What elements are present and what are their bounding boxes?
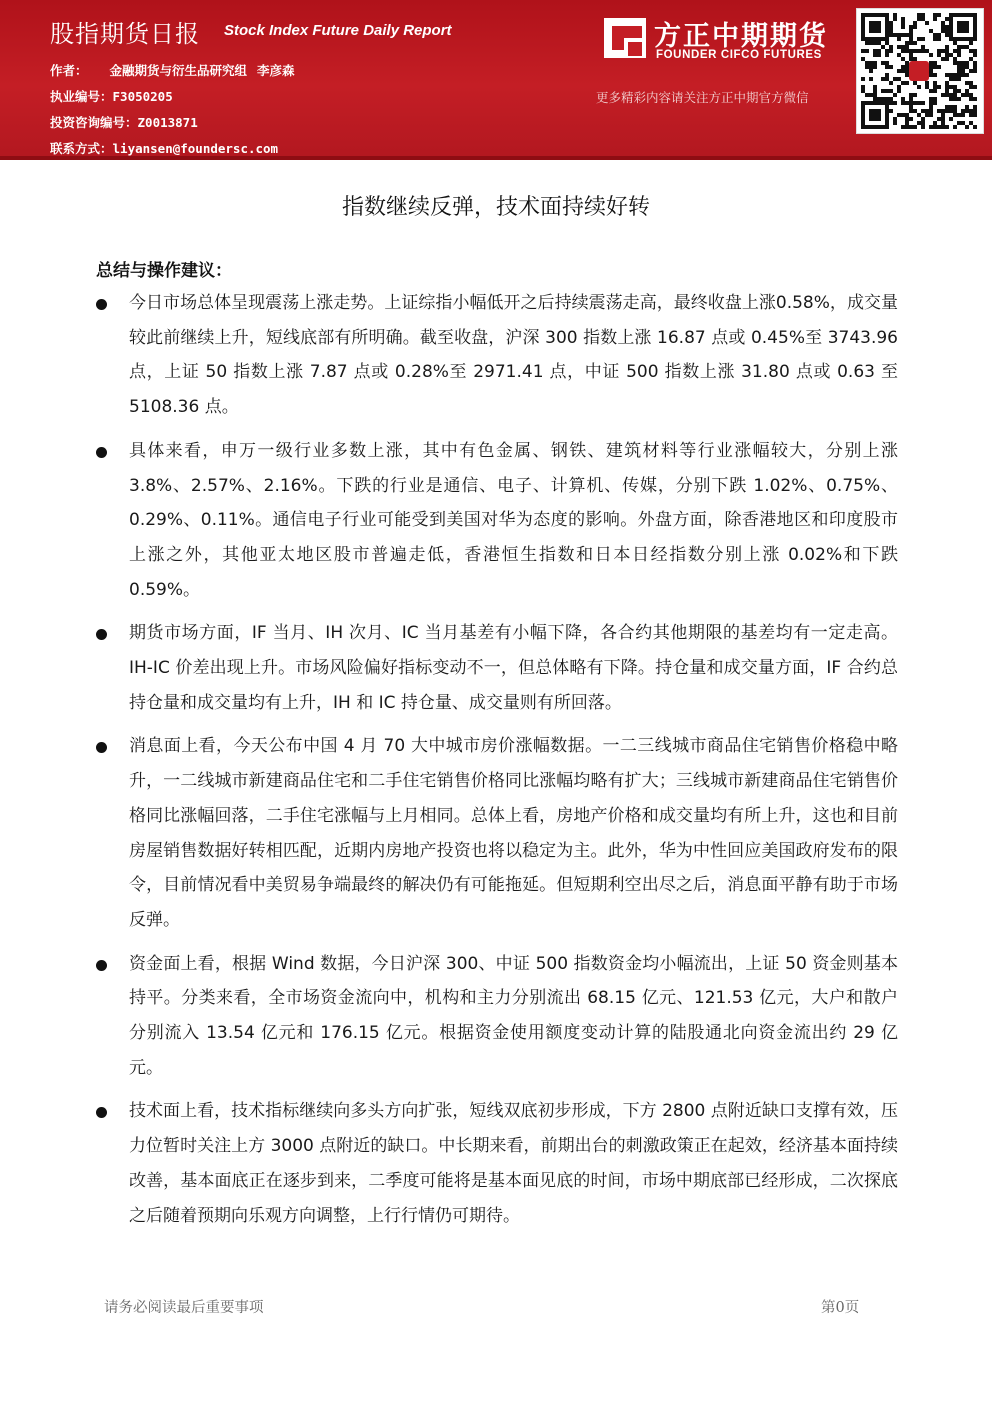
- advisory-value: Z0013871: [137, 115, 198, 130]
- report-title-cn: 股指期货日报: [50, 20, 200, 48]
- contact-row: [50, 140, 295, 166]
- advisory-row: [50, 114, 295, 140]
- list-item-text: 技术面上看，技术指标继续向多头方向扩张，短线双底初步形成，下方 2800 点附近缺口支撑有效，压力位暂时关注上方 3000 点附近的缺口。中长期来看，前期出台的刺激政策正在起效，经济基本面持续改善，基本面底正在逐步到来，二季度可能将是基本面见底的时间，市场中期底部已经形成，二次探底之后随着预期向乐观方向调整，上行行情仍可期待。: [129, 1101, 898, 1226]
- bullet-dot-icon: [96, 447, 107, 458]
- list-item: [96, 616, 898, 720]
- page-number: 第0页: [821, 1300, 860, 1316]
- author-org: 金融期货与衍生品研究组: [109, 63, 248, 78]
- list-item-text: 期货市场方面，IF 当月、IH 次月、IC 当月基差有小幅下降，各合约其他期限的基差均有一定走高。IH-IC 价差出现上升。市场风险偏好指标变动不一，但总体略有下降。持仓量和成交量方面，IF 合约总持仓量和成交量均有上升，IH 和 IC 持仓量、成交量则有所回落。: [129, 623, 898, 713]
- author-row: [50, 62, 295, 88]
- bullet-dot-icon: [96, 1107, 107, 1118]
- author-info: [50, 62, 295, 166]
- summary-list: [96, 286, 898, 1242]
- report-header: [0, 0, 992, 156]
- footer-notice: 请务必阅读最后重要事项: [104, 1300, 264, 1316]
- list-item: [96, 434, 898, 608]
- license-label: 执业编号：: [50, 89, 113, 104]
- report-title-en: Stock Index Future Daily Report: [224, 22, 452, 39]
- wechat-qr-code-icon[interactable]: [856, 8, 984, 134]
- header-divider: [0, 156, 992, 160]
- document-title: 指数继续反弹，技术面持续好转: [341, 195, 650, 220]
- list-item: [96, 947, 898, 1086]
- bullet-dot-icon: [96, 299, 107, 310]
- wechat-note: 更多精彩内容请关注方正中期官方微信: [596, 90, 809, 105]
- logo-text-en: FOUNDER CIFCO FUTURES: [656, 49, 822, 61]
- bullet-dot-icon: [96, 960, 107, 971]
- advisory-label: 投资咨询编号：: [50, 115, 138, 130]
- bullet-dot-icon: [96, 629, 107, 640]
- list-item-text: 今日市场总体呈现震荡上涨走势。上证综指小幅低开之后持续震荡走高，最终收盘上涨0.58%，成交量较此前继续上升，短线底部有所明确。截至收盘，沪深 300 指数上涨 16.87 点或 0.45%至 3743.96 点，上证 50 指数上涨 7.87 点或 0.28%至 2971.41 点，中证 500 指数上涨 31.80 点或 0.63 至 5108.36 点。: [129, 293, 898, 418]
- logo-text-cn: 方正中期期货: [654, 21, 828, 52]
- license-row: [50, 88, 295, 114]
- logo-mark-icon: [602, 16, 648, 60]
- company-logo: [602, 14, 852, 64]
- bullet-dot-icon: [96, 742, 107, 753]
- license-value: F3050205: [112, 89, 173, 104]
- author-label: 作者：: [50, 63, 88, 78]
- list-item: [96, 286, 898, 425]
- list-item-text: 具体来看，申万一级行业多数上涨，其中有色金属、钢铁、建筑材料等行业涨幅较大，分别上涨 3.8%、2.57%、2.16%。下跌的行业是通信、电子、计算机、传媒，分别下跌 1.02%、0.75%、0.29%、0.11%。通信电子行业可能受到美国对华为态度的影响。外盘方面，除香港地区和印度股市上涨之外，其他亚太地区股市普遍走低，香港恒生指数和日本日经指数分别上涨 0.02%和下跌 0.59%。: [129, 440, 898, 600]
- author-name: 李彦森: [257, 63, 295, 78]
- contact-label: 联系方式：: [50, 141, 113, 156]
- list-item-text: 消息面上看，今天公布中国 4 月 70 大中城市房价涨幅数据。一二三线城市商品住宅销售价格稳中略升，一二线城市新建商品住宅和二手住宅销售价格同比涨幅均略有扩大；三线城市新建商品住宅销售价格同比涨幅回落，二手住宅涨幅与上月相同。总体上看，房地产价格和成交量均有所上升，这也和目前房屋销售数据好转相匹配，近期内房地产投资也将以稳定为主。此外，华为中性回应美国政府发布的限令，目前情况看中美贸易争端最终的解决仍有可能拖延。但短期利空出尽之后，消息面平静有助于市场反弹。: [129, 736, 898, 930]
- contact-email[interactable]: liyansen@foundersc.com: [112, 141, 279, 156]
- list-item: [96, 729, 898, 937]
- list-item-text: 资金面上看，根据 Wind 数据，今日沪深 300、中证 500 指数资金均小幅流出，上证 50 资金则基本持平。分类来看，全市场资金流向中，机构和主力分别流出 68.15 亿元、121.53 亿元，大户和散户分别流入 13.54 亿元和 176.15 亿元。根据资金使用额度变动计算的陆股通北向资金流出约 29 亿元。: [129, 953, 898, 1078]
- section-title: 总结与操作建议：: [96, 261, 232, 281]
- list-item: [96, 1094, 898, 1233]
